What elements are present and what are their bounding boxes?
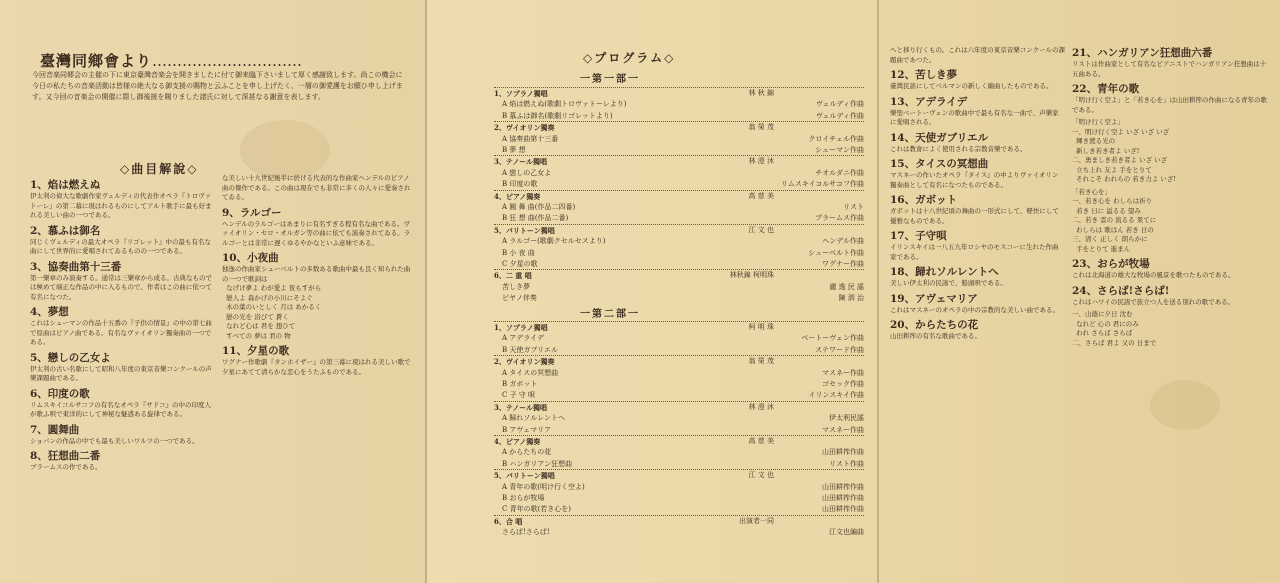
program-section-label: 2、ヴイオリン獨奏	[494, 357, 555, 367]
program-performer: 柯 明 珠	[748, 323, 774, 331]
note-body: 独逸の作曲家シューベルトの多数ある歌曲中最も良く知られた曲の一つで歌詞は なげけ夢よ わが愛よ 夜もすがら 戀人よ 森かげの小川にそよぐ 木の葉のいとしく 月は あかるく 戀の光を 浴びて 蒼く なれど心は 君を 想ひて すべての 夢は 君の 物	[222, 265, 411, 340]
note-item	[890, 318, 1065, 342]
note-heading: 3、協奏曲第十三番	[30, 260, 122, 273]
program-piece-title: B アヴェマリア	[502, 425, 552, 434]
note-heading: 19、アヴェマリア	[890, 292, 978, 305]
note-heading: 10、小夜曲	[222, 252, 279, 264]
note-body: これはマスネーのオペラの中の宗教的な美しい曲である。	[890, 305, 1059, 314]
note-body: 臺灣民謠にしてベルマンの新しく編曲したものである。	[890, 82, 1053, 90]
program-row	[494, 322, 864, 333]
program-row	[494, 356, 864, 367]
note-item	[890, 229, 1065, 262]
program-row	[494, 156, 864, 167]
part-one-heading: 一第一部一	[580, 74, 640, 85]
program-row	[494, 333, 864, 344]
program-title: ◇プログラム◇	[583, 51, 676, 65]
note-item	[890, 95, 1065, 128]
program-performer: 林秋錦 柯明珠	[729, 271, 774, 280]
program-piece-title: B 天使ガブリエル	[502, 345, 558, 354]
note-item	[1072, 310, 1267, 348]
note-body: リムスキイコルサコフの有名なオペラ『サドコ』の中の印度人が歌ふ唄で東洋的にして神秘な魅惑ある旋律である。	[30, 400, 211, 418]
note-item	[890, 193, 1065, 226]
note-heading: 15、タイスの冥想曲	[890, 158, 989, 170]
program-composer: マスネー作曲	[822, 368, 864, 377]
program-row	[494, 213, 864, 224]
program-row	[494, 248, 864, 259]
program-row	[494, 191, 864, 202]
program-composer: マスネー作曲	[822, 425, 864, 434]
program-composer: 陳 泗 治	[838, 294, 864, 303]
program-performer: 高 慈 美	[748, 191, 774, 200]
program-performer: 高 慈 美	[748, 437, 774, 445]
program-piece-title: ピヤノ伴奏	[502, 294, 537, 303]
program-composer: ヴェルディ作曲	[815, 111, 864, 120]
notes-column-2	[222, 174, 412, 380]
note-item	[222, 174, 412, 203]
program-composer: ゴセック作曲	[822, 380, 864, 388]
program-row	[494, 390, 864, 401]
program-composer: 山田耕筰作曲	[822, 505, 864, 514]
note-item	[222, 206, 412, 249]
note-heading: 1、焰は燃えぬ	[30, 179, 101, 191]
note-body: 伊太利の偉大な歌劇作家ヴェルディの代表作オペラ『トロヴァトーレ』の第二幕に現はれるものにしてアルト歌手に最も好まれる美しい曲の一つである。	[30, 192, 212, 219]
association-title-text: 臺灣同鄉會より	[40, 52, 153, 70]
program-row	[494, 145, 864, 156]
fold-line	[877, 0, 879, 583]
program-piece-title: B ガボット	[502, 380, 538, 388]
program-piece-title: B おらが牧場	[502, 494, 545, 502]
program-row	[494, 88, 864, 99]
program-performer: 翁 榮 茂	[748, 123, 774, 132]
program-row	[494, 99, 864, 110]
program-piece-title: B 夢 想	[502, 146, 526, 154]
note-item	[1072, 118, 1267, 185]
program-row	[494, 379, 864, 390]
program-section-label: 5、バリトーン獨唱	[494, 471, 555, 481]
program-row	[494, 122, 864, 133]
note-body: 「明け行く空よ」と「若き心を」は山田耕筰の作曲になる青年の歌である。	[1072, 96, 1267, 114]
program-row	[494, 111, 864, 122]
program-row	[494, 425, 864, 436]
program-row	[494, 270, 864, 281]
program-piece-title: B 狂 想 曲(作品二番)	[502, 214, 569, 223]
program-piece-title: A 焰は燃えぬ(歌劇トロヴァトーレより)	[502, 100, 627, 109]
note-body: これはシューマンの作品十五番の『子供の情景』の中の第七曲で原曲はピアノ曲である。有名なヴァイオリン獨奏曲の一つである。	[30, 319, 212, 346]
note-item	[30, 178, 215, 221]
program-piece-title: C 子 守 唄	[502, 391, 536, 400]
program-composer: ベートーヴェン作曲	[801, 334, 864, 343]
note-body: へと移り行くもの。これは六年度の東京音樂コンクールの課題曲であつた。	[890, 46, 1065, 64]
note-body: リストは作曲家として有名なピアニストでハンガリアン狂想曲は十五曲ある。	[1072, 60, 1267, 78]
note-heading: 5、戀しの乙女よ	[30, 351, 111, 364]
program-section-label: 1、ソプラノ獨唱	[494, 89, 548, 98]
note-body: 美しい伊太利の民謠で、船頭唄である。	[890, 279, 1007, 287]
program-section-label: 4、ピアノ獨奏	[494, 437, 541, 446]
note-heading: 18、歸れソルレントへ	[890, 266, 999, 278]
program-piece-title: A ラルゴー(歌劇クセルセスより)	[502, 237, 606, 246]
note-item	[1072, 46, 1267, 79]
program-row	[494, 202, 864, 213]
program-composer: イリンスキイ作曲	[808, 391, 864, 400]
program-row	[494, 436, 864, 447]
note-item	[1072, 82, 1267, 115]
program-row	[494, 516, 864, 527]
note-heading: 22、青年の歌	[1072, 83, 1140, 95]
program-piece-title: B 印度の歌	[502, 180, 538, 189]
program-row	[494, 459, 864, 470]
program-performer: 林 秋 錦	[748, 89, 774, 97]
program-composer: ヘンデル作曲	[822, 237, 864, 246]
note-heading: 2、慕ふは御名	[30, 224, 101, 237]
note-item	[890, 68, 1065, 92]
note-heading: 6、印度の歌	[30, 387, 90, 400]
note-item	[30, 260, 215, 303]
program-row	[494, 179, 864, 190]
program-row	[494, 493, 864, 504]
program-section-label: 4、ピアノ獨奏	[494, 191, 541, 201]
program-composer: ステワード作曲	[815, 345, 864, 354]
note-item	[890, 157, 1065, 190]
program-piece-title: C 夕星の歌	[502, 260, 538, 268]
note-item	[1072, 284, 1267, 308]
program-row	[494, 482, 864, 493]
note-body: これはハワイの民謠で旅立つ人を送る別れの歌である。	[1072, 297, 1235, 306]
note-heading: 12、苦しき夢	[890, 69, 958, 81]
program-piece-title: A 協奏曲第十三番	[502, 134, 559, 143]
note-item	[30, 449, 215, 473]
note-body: 山田耕筰の有名な歌曲である。	[890, 332, 981, 340]
note-body: 「明け行く空よ」 一、明け行く空よ いざ いざ いざ 輝き渡る光の 新しき若き者よ いざ! 二、勇ましき若き者よ いざ いざ 立ち上れ 友よ 手をとりて それこそ われらの 若き力よ いざ!	[1072, 118, 1176, 183]
notes-column-4	[1072, 46, 1267, 351]
note-heading: 11、夕星の歌	[222, 345, 290, 357]
notes-column-1	[30, 178, 215, 476]
note-item	[1072, 188, 1267, 255]
note-body: これは北海道の雄大な牧場の風景を歌つたものである。	[1072, 271, 1235, 279]
program-performer: 江 文 也	[748, 471, 774, 480]
program-piece-title: A 青年の歌(明け行く空よ)	[502, 482, 585, 491]
note-heading: 13、アデライデ	[890, 95, 968, 108]
program-row	[494, 470, 864, 481]
program-composer: クロイチェル作曲	[808, 134, 864, 143]
note-body: 伊太利の古い名歌にして昭和八年度の東京音樂コンクールの声樂課題曲である。	[30, 364, 212, 382]
program-section-label: 3、テノール獨唱	[494, 157, 548, 167]
program-composer: チオルダニ作曲	[815, 168, 864, 177]
program-piece-title: C 青年の歌(若き心を)	[502, 505, 572, 514]
program-section-label: 1、ソプラノ獨唱	[494, 323, 548, 332]
program-row	[494, 236, 864, 247]
title-leader-dots: …………………………	[152, 52, 303, 70]
paper-stain	[1150, 380, 1220, 430]
program-piece-title: A アデライデ	[502, 334, 545, 343]
program-composer: 山田耕筰作曲	[822, 482, 864, 491]
paper-stain	[240, 120, 330, 180]
program-row	[494, 282, 864, 293]
program-composer: 山田耕筰作曲	[822, 494, 864, 502]
part-two-heading: 一第二部一	[580, 309, 640, 320]
program-row	[494, 168, 864, 179]
note-body: な美しい十九世紀後半に於ける代表的な作曲家ヘンデルのピアノ曲の傑作である。この曲は現在でも非常に多くの人々に愛奏されてゐる。	[222, 174, 411, 201]
program-section-label: 2、ヴイオリン獨奏	[494, 123, 555, 133]
program-piece-title: A 歸れソルレントへ	[502, 414, 565, 423]
note-item	[222, 344, 412, 377]
program-piece-title: 苦しき夢	[502, 282, 530, 291]
note-body: 一、山蔭に夕日 沈む なれど 心の 君にのみ われ さらば さらば 二、さらば 君よ 又の 日まで	[1072, 310, 1157, 347]
program-performer: 林 澄 沐	[748, 402, 774, 411]
note-body: これは教會によく使用される宗教音樂である。	[890, 144, 1027, 153]
association-title	[40, 50, 302, 71]
note-body: ガボットは十八世紀頃の舞曲の一形式にして、軽快にして優雅なものである。	[890, 207, 1059, 225]
program-composer: ワグナー作曲	[822, 260, 864, 268]
note-body: ブラームスの作である。	[30, 463, 102, 471]
program-row	[494, 225, 864, 236]
program-row	[494, 447, 864, 458]
note-body: マスネーの作いたオペラ『タイス』の中よりヴァイオリン獨奏曲として有名になつたものである。	[890, 171, 1059, 189]
program-performer: 出演者一同	[739, 516, 774, 525]
program-piece-title: A からたちの花	[502, 448, 552, 457]
program-row	[494, 134, 864, 145]
program-section-label: 5、バリトーン獨唱	[494, 225, 555, 235]
note-heading: 16、ガボット	[890, 194, 958, 206]
program-section-label: 6、合 唱	[494, 516, 523, 526]
program-row	[494, 402, 864, 413]
program-composer: ヴェルディ作曲	[815, 100, 864, 109]
note-body: 同じくヴェルディの最大オペラ『リゴレット』中の最も有名な曲にして世界的に愛唱されてゐるものの一つである。	[30, 237, 212, 255]
program-row	[494, 368, 864, 379]
program-composer: ブラームス作曲	[815, 214, 864, 223]
note-item	[30, 351, 215, 384]
program-composer: 江文也編曲	[829, 528, 864, 537]
note-body: 樂聖ベートーヴェンの歌曲中で最も有名な一曲で、声樂家に愛唱される。	[890, 108, 1059, 126]
note-heading: 20、からたちの花	[890, 319, 979, 331]
program-row	[494, 345, 864, 356]
note-heading: 23、おらが牧場	[1072, 258, 1150, 270]
fold-line	[425, 0, 427, 583]
program-performer: 江 文 也	[748, 225, 774, 234]
program-composer: 瀧 逸 民 謠	[829, 282, 864, 291]
note-item	[30, 305, 215, 348]
program-composer: 山田耕筰作曲	[822, 448, 864, 457]
program-composer: リスト	[843, 203, 864, 211]
note-body: ヘンデルのラルゴーはあまりに有名すぎる程有名な曲である。ヴァイオリン・セロ・オルガン等の曲に依ても演奏されてゐる。ラルゴーとは非常に遅くゆるやかなといふ意味である。	[222, 219, 411, 247]
program-composer: リスト作曲	[829, 459, 864, 468]
program-section-label: 3、テノール獨唱	[494, 402, 548, 412]
program-piece-title: A 圓 舞 曲(作品二四番)	[502, 203, 576, 211]
program-row	[494, 293, 864, 304]
note-item	[30, 224, 215, 257]
program-row	[494, 259, 864, 270]
note-body: ショパンの作品の中でも最も美しいワルツの一つである。	[30, 436, 199, 445]
note-heading: 4、夢想	[30, 306, 69, 318]
notes-column-3	[890, 46, 1065, 345]
note-heading: 14、天使ガブリエル	[890, 131, 988, 144]
program-composer: リムスキイコルサコフ作曲	[780, 180, 864, 189]
program-composer: シューベルト作曲	[808, 248, 864, 257]
program-piece-title: B 慕ふは御名(歌劇リゴレットより)	[502, 111, 613, 120]
note-item	[890, 46, 1065, 65]
program-row	[494, 527, 864, 538]
note-heading: 17、子守唄	[890, 230, 947, 242]
note-body: 第一樂章のみ演奏する。通常は三樂章から成る。古典なものでは極めて端正な作品の中に入るもので、作者はこの曲に依つて有名になつた。	[30, 273, 212, 301]
association-intro: 今回音楽同郷会の主催の下に東京臺灣音楽会を開きましたに付て御来臨下さいまして厚く感謝致します。尚この機会に今日の私たちの音楽活動は皆様の絶大なる御支援の賜物と云ふことを申し上げたく、一層の御愛護をお願ひ申し上げます。又今回の音楽会の開催に際し御後援を賜りました諸氏に対して深甚なる謝意を表します。	[32, 71, 403, 101]
program-composer: シューマン作曲	[815, 146, 864, 154]
program-piece-title: さらば!さらば!	[502, 528, 550, 537]
program-performer: 林 澄 沐	[748, 157, 774, 166]
note-heading: 21、ハンガリアン狂想曲六番	[1072, 47, 1213, 59]
program-row	[494, 504, 864, 515]
program-piece-title: A タイスの冥想曲	[502, 368, 559, 377]
note-item	[890, 131, 1065, 155]
note-heading: 9、ラルゴー	[222, 206, 282, 219]
program-piece-title: B ハンガリアン狂想曲	[502, 459, 573, 468]
note-body: イリンスキイは一八五九年ロシヤのモスコーに生れた作曲家である。	[890, 243, 1059, 261]
note-heading: 24、さらば!さらば!	[1072, 284, 1170, 297]
note-item	[890, 265, 1065, 289]
program-piece-title: A 戀しの乙女よ	[502, 168, 552, 177]
note-item	[1072, 257, 1267, 281]
notes-section-title: ◇曲目解說◇	[120, 162, 199, 176]
program-composer: 伊太利民謠	[829, 414, 864, 423]
note-item	[30, 387, 215, 420]
note-item	[890, 292, 1065, 316]
program-section-label: 6、二 重 唱	[494, 271, 532, 281]
note-item	[222, 251, 412, 341]
program-row	[494, 413, 864, 424]
program-performer: 翁 榮 茂	[748, 357, 774, 366]
note-heading: 8、狂想曲二番	[30, 450, 101, 462]
program-piece-title: B 小 夜 曲	[502, 248, 535, 257]
note-heading: 7、圓舞曲	[30, 423, 80, 436]
note-body: 「若き心を」 一、若き心を わしらは祈り 若き 日に 溢るる 望み 二、若き 雲の 流るる 果てに わしらは 歌はん 若き 日の 三、清く 正しく 朗らかに 手をとりて 進まん	[1072, 187, 1157, 253]
note-item	[30, 423, 215, 447]
note-body: ワグナー作歌劇『タンホイザー』の第三幕に現はれる美しい歌で夕星にあてて清らかな恋心をうたふものである。	[222, 358, 411, 376]
